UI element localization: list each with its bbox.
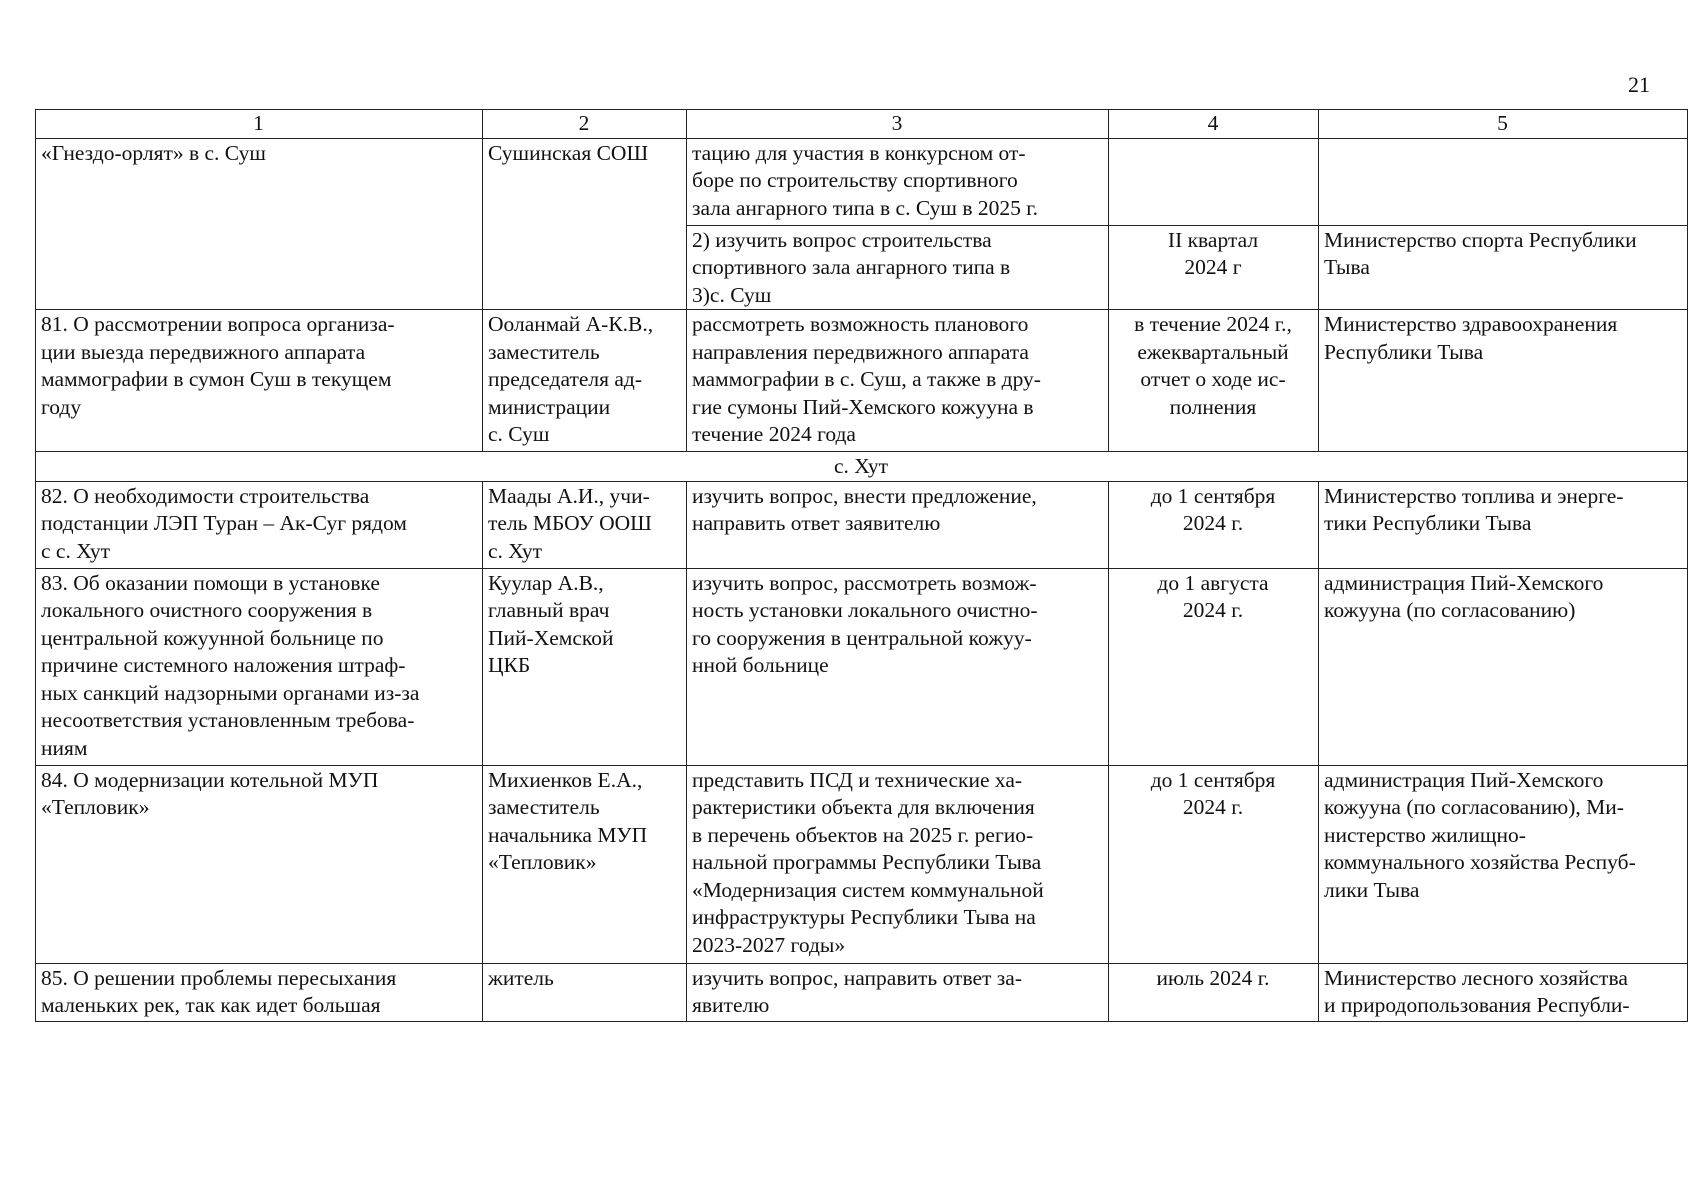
topic-cell: 82. О необходимости строительства подстанции ЛЭП Туран – Ак-Суг рядом с с. Хут [36,481,483,568]
table-row-83 [36,568,1688,765]
column-header-4: 4 [1109,110,1319,139]
action-cell: изучить вопрос, направить ответ за- явителю [687,963,1109,1021]
applicant-cell: Михиенков Е.А., заместитель начальника МУП «Тепловик» [483,765,687,963]
section-title: с. Хут [36,452,1688,482]
topic-cell: 83. Об оказании помощи в установке локального очистного сооружения в центральной кожуунной больнице по причине системного наложения штраф- ных санкций надзорными органами из-за несоответствия установленным требова- ниям [36,568,483,765]
section-row [36,452,1688,482]
column-header-1: 1 [36,110,483,139]
term-cell: июль 2024 г. [1109,963,1319,1021]
topic-cell: 84. О модернизации котельной МУП «Тепловик» [36,765,483,963]
responsible-cell: Министерство лесного хозяйства и природопользования Республи- [1319,963,1688,1021]
action-cell: изучить вопрос, рассмотреть возмож- ность установки локального очистно- го сооружения в центральной кожуу- нной больнице [687,568,1109,765]
table-header-row [36,110,1688,139]
responsible-cell: Министерство топлива и энерге- тики Республики Тыва [1319,481,1688,568]
action-cell: тацию для участия в конкурсном от- боре по строительству спортивного зала ангарного типа в с. Суш в 2025 г. [687,138,1109,225]
applicant-cell: Куулар А.В., главный врач Пий-Хемской ЦКБ [483,568,687,765]
action-cell: рассмотреть возможность планового направления передвижного аппарата маммографии в с. Суш, а также в дру- гие сумоны Пий-Хемского кожууна в течение 2024 года [687,310,1109,452]
term-cell [1109,138,1319,225]
term-cell: в течение 2024 г., ежеквартальный отчет о ходе ис- полнения [1109,310,1319,452]
term-cell: II квартал 2024 г [1109,225,1319,310]
table-row-84 [36,765,1688,963]
applicant-cell: Ооланмай А-К.В., заместитель председателя ад- министрации с. Суш [483,310,687,452]
responsible-cell [1319,138,1688,225]
responsible-cell: Министерство спорта Республики Тыва [1319,225,1688,310]
table-row-85 [36,963,1688,1021]
responsible-cell: Министерство здравоохранения Республики Тыва [1319,310,1688,452]
applicant-cell: Сушинская СОШ [483,138,687,310]
applicant-cell: житель [483,963,687,1021]
measures-table [35,109,1688,1022]
table-row-continuation [36,138,1688,225]
page-number: 21 [1628,72,1650,97]
column-header-2: 2 [483,110,687,139]
action-cell: представить ПСД и технические ха- рактеристики объекта для включения в перечень объектов на 2025 г. регио- нальной программы Республики Тыва «Модернизация систем коммунальной инфраструктуры Республики Тыва на 2023-2027 годы» [687,765,1109,963]
term-cell: до 1 сентября 2024 г. [1109,765,1319,963]
topic-cell: «Гнездо-орлят» в с. Суш [36,138,483,310]
table-row-81 [36,310,1688,452]
term-cell: до 1 сентября 2024 г. [1109,481,1319,568]
topic-cell: 85. О решении проблемы пересыхания маленьких рек, так как идет большая [36,963,483,1021]
table-row-82 [36,481,1688,568]
action-cell: 2) изучить вопрос строительства спортивного зала ангарного типа в 3)с. Суш [687,225,1109,310]
responsible-cell: администрация Пий-Хемского кожууна (по согласованию), Ми- нистерство жилищно- коммунального хозяйства Респуб- лики Тыва [1319,765,1688,963]
column-header-3: 3 [687,110,1109,139]
action-cell: изучить вопрос, внести предложение, направить ответ заявителю [687,481,1109,568]
responsible-cell: администрация Пий-Хемского кожууна (по согласованию) [1319,568,1688,765]
applicant-cell: Маады А.И., учи- тель МБОУ ООШ с. Хут [483,481,687,568]
term-cell: до 1 августа 2024 г. [1109,568,1319,765]
topic-cell: 81. О рассмотрении вопроса организа- ции выезда передвижного аппарата маммографии в сумон Суш в текущем году [36,310,483,452]
column-header-5: 5 [1319,110,1688,139]
